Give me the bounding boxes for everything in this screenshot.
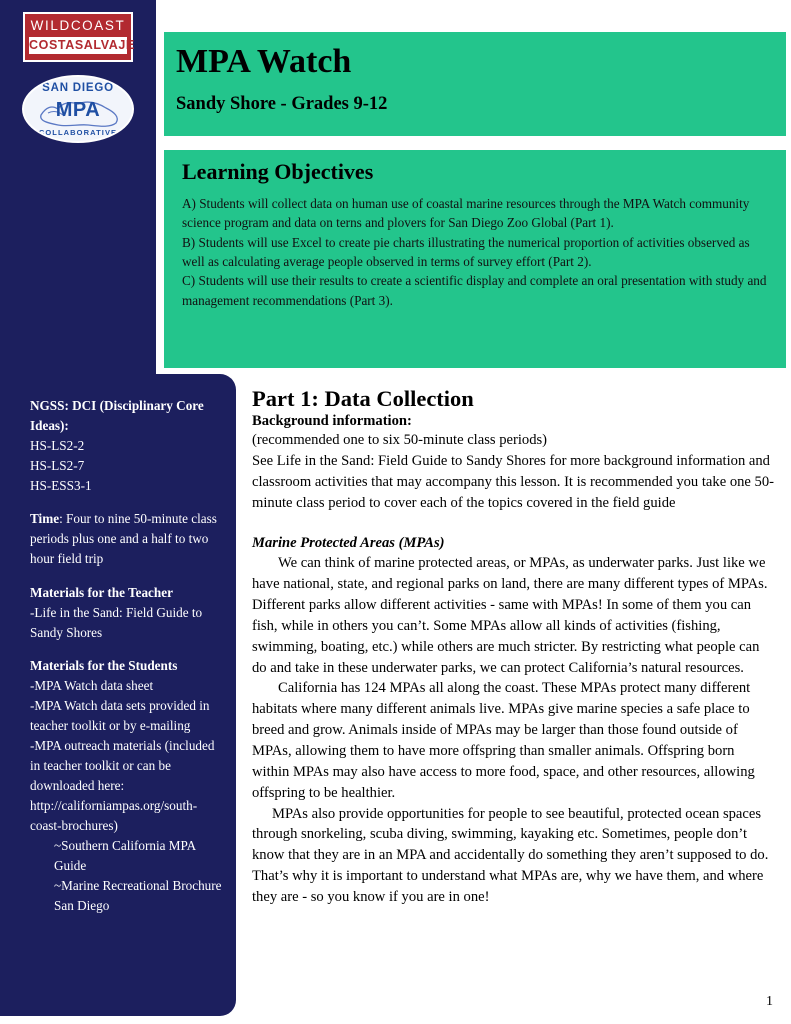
mpa-paragraph: We can think of marine protected areas, or MPAs, as underwater parks. Just like we have national, state, and regional parks on land, there are many different types of MPAs. Different parks allow different activities - same with MPAs! In some of them you can fish, while in others you can’t. Some MPAs allow all kinds of activities (fishing, swimming, boating, etc.) while others are much stricter. By restricting what people can do and take in these underwater parks, we can protect California’s natural resources. [252, 555, 768, 676]
wildcoast-logo-primary-text: WILDCOAST [30, 18, 126, 33]
mpa-section-heading: Marine Protected Areas (MPAs) [252, 534, 445, 551]
sidebar-teacher-materials-heading: Materials for the Teacher [30, 584, 173, 600]
sidebar-student-materials-subitem: ~Southern California MPA Guide [54, 838, 196, 874]
logo-stack [0, 0, 156, 143]
main-content [252, 386, 774, 908]
mpa-paragraph: MPAs also provide opportunities for people to see beautiful, protected ocean spaces through snorkeling, scuba diving, swimming, kayaking etc. Sometimes, people don’t know that they are in an MPA and accidentally do something they aren’t supposed to do. That’s why it is important to understand what MPAs are, why we have them, and where they are - so you know if you are in one! [252, 805, 769, 906]
sidebar-ngss-code: HS-LS2-7 [30, 458, 85, 474]
sdmpa-logo-arc-bottom-text: COLLABORATIVE [38, 128, 118, 138]
part-heading: Part 1: Data Collection [252, 386, 474, 411]
learning-objectives-heading: Learning Objectives [182, 159, 374, 184]
sidebar-student-materials-heading: Materials for the Students [30, 657, 178, 673]
sidebar-student-materials-item: -MPA Watch data sets provided in teacher toolkit or by e-mailing [30, 697, 210, 733]
sidebar-student-materials-section [30, 656, 222, 917]
recommended-periods-note: (recommended one to six 50-minute class periods) [252, 432, 548, 449]
background-information-label: Background information: [252, 413, 412, 430]
sidebar-time-section [30, 509, 222, 569]
sdmpa-logo-center-text: MPA [55, 99, 101, 122]
sidebar-ngss-code: HS-ESS3-1 [30, 478, 92, 494]
content-spacer [252, 514, 774, 533]
learning-objective-item: C) Students will use their results to create a scientific display and complete an oral presentation with study and management recommendations (Part 3). [182, 273, 767, 308]
background-information-text: See Life in the Sand: Field Guide to Sandy Shores for more background information and classroom activities that may accompany this lesson. It is recommended you take one 50-minute class period to cover each of the topics covered in the field guide [252, 453, 774, 511]
sidebar-student-materials-subitem: ~Marine Recreational Brochure San Diego [54, 878, 222, 914]
sidebar-content [30, 396, 222, 917]
sidebar-spacer [30, 496, 222, 509]
sidebar-ngss-heading: NGSS: DCI (Disciplinary Core Ideas): [30, 398, 204, 434]
page-number: 1 [766, 994, 773, 1009]
sidebar-spacer [30, 570, 222, 583]
sidebar-student-materials-item: -MPA Watch data sheet [30, 677, 154, 693]
sidebar-ngss-section [30, 396, 222, 496]
sidebar-spacer [30, 643, 222, 656]
sidebar-time-value: : Four to nine 50-minute class periods plus one and a half to two hour field trip [30, 511, 217, 567]
sidebar-time-label: Time [30, 511, 60, 527]
wildcoast-logo-secondary-text: COSTASALVAJE [29, 38, 135, 53]
learning-objectives-box [164, 150, 786, 368]
title-banner [164, 32, 786, 136]
sidebar-ngss-code: HS-LS2-2 [30, 438, 85, 454]
sidebar-teacher-materials-section [30, 583, 222, 643]
sidebar-student-materials-item: -MPA outreach materials (included in teacher toolkit or can be downloaded here: http://californiampas.org/south-coast-brochures) [30, 737, 215, 834]
mpa-paragraph: California has 124 MPAs all along the coast. These MPAs protect many different habitats where many different animals live. MPAs give marine species a safe place to breed and grow. Animals inside of MPAs may be larger than those found outside of MPAs, allowing them to have more offspring than smaller animals. Offspring born within MPAs may also have access to more food, space, and other resources, allowing offspring to be healthier. [252, 680, 755, 801]
san-diego-mpa-collaborative-logo [22, 75, 134, 143]
sidebar-teacher-materials-item: -Life in the Sand: Field Guide to Sandy Shores [30, 604, 203, 640]
page-title: MPA Watch [176, 43, 352, 80]
learning-objective-item: B) Students will use Excel to create pie charts illustrating the numerical proportion of activities observed as well as calculating average people observed in terms of survey effort (Part 2). [182, 234, 750, 269]
sdmpa-logo-arc-top-text: SAN DIEGO [42, 82, 114, 95]
learning-objective-item: A) Students will collect data on human use of coastal marine resources through the MPA Watch community science program and data on terns and plovers for San Diego Zoo Global (Part 1). [182, 196, 750, 231]
page-subtitle: Sandy Shore - Grades 9-12 [176, 93, 388, 114]
wildcoast-logo [23, 12, 133, 62]
